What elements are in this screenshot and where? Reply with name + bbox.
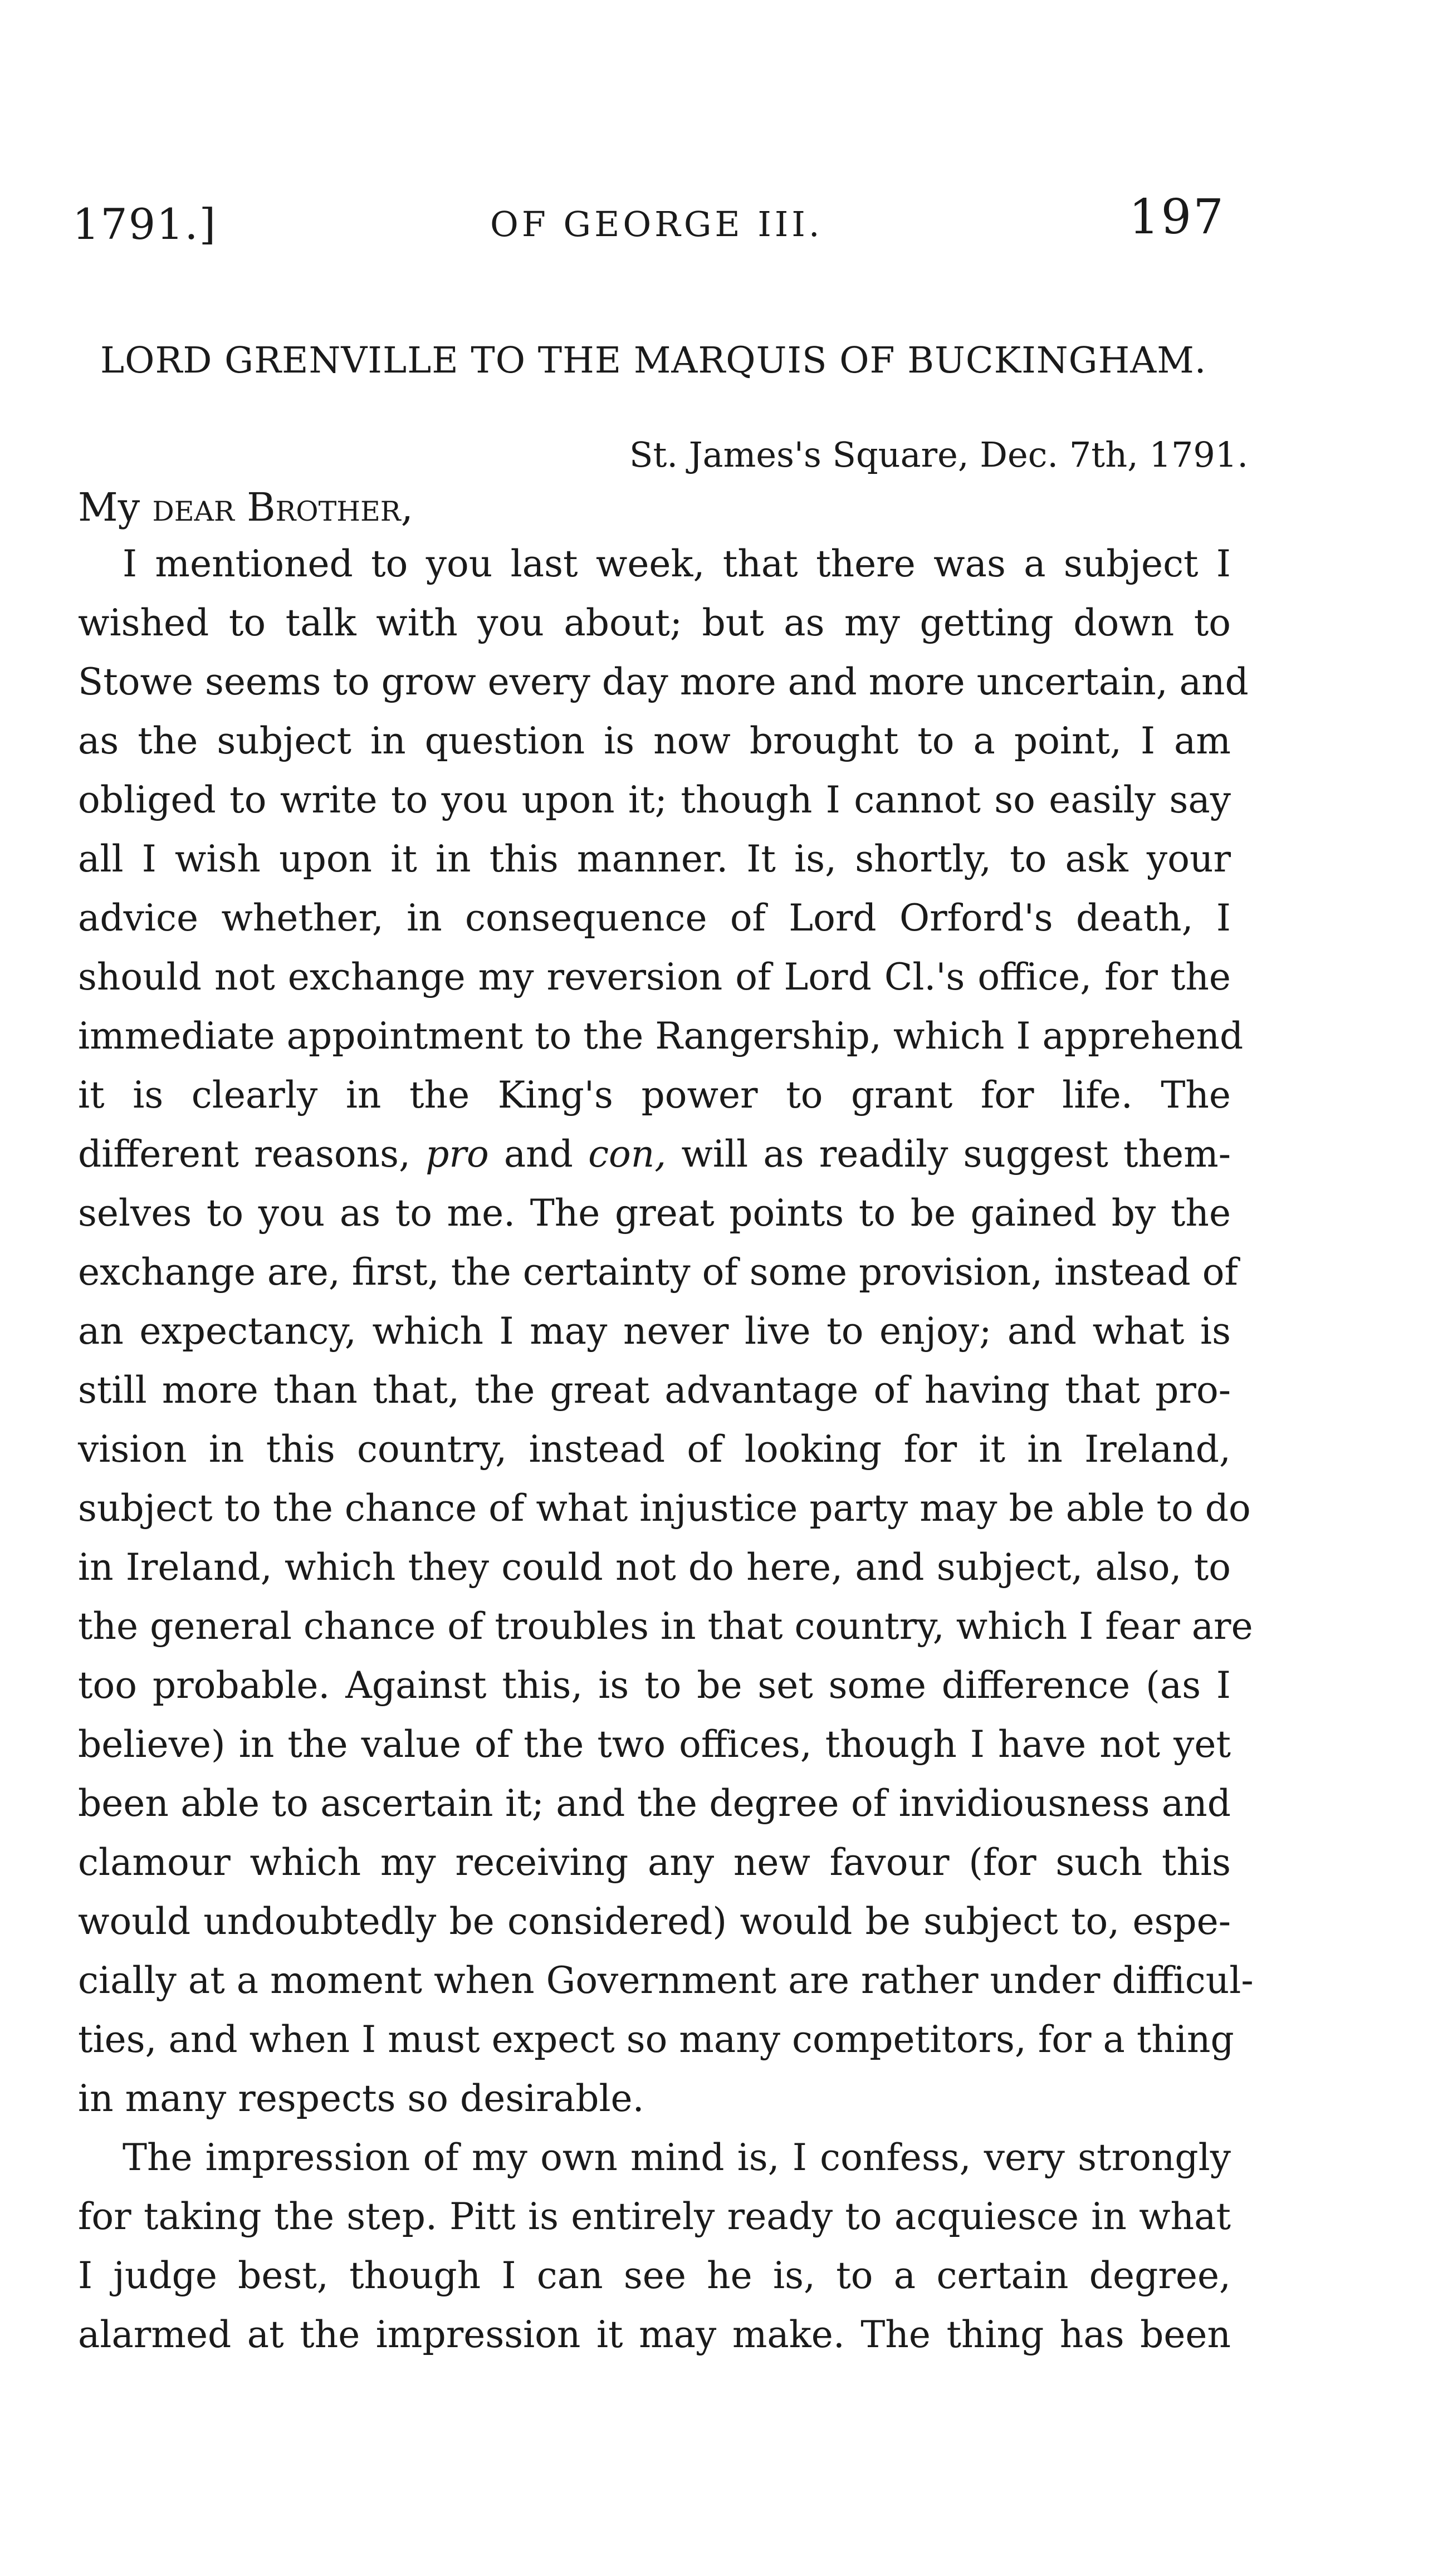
- letter-title: LORD GRENVILLE TO THE MARQUIS OF BUCKINGHAM.: [100, 340, 1207, 381]
- letter-dateline: St. James's Square, Dec. 7th, 1791.: [629, 434, 1249, 475]
- text-line: the general chance of troubles in that country, which I fear are: [78, 1605, 1253, 1648]
- text-line-pro-con: [78, 1125, 1231, 1184]
- text-line-paragraph-end: in many respects so desirable.: [78, 2077, 644, 2120]
- text-line: subject to the chance of what injustice party may be able to do: [78, 1487, 1251, 1530]
- text-line: The impression of my own mind is, I confess, very strongly: [123, 2136, 1231, 2179]
- text-line: vision in this country, instead of looking for it in Ireland,: [78, 1428, 1231, 1471]
- text-fragment: will as readily suggest them-: [666, 1133, 1231, 1176]
- salutation-rest: dear Brother,: [152, 484, 413, 530]
- text-line: clamour which my receiving any new favour (for such this: [78, 1841, 1231, 1884]
- text-line: selves to you as to me. The great points to be gained by the: [78, 1192, 1231, 1235]
- text-line: an expectancy, which I may never live to enjoy; and what is: [78, 1310, 1231, 1353]
- text-line: still more than that, the great advantage of having that pro-: [78, 1369, 1231, 1412]
- text-line: too probable. Against this, is to be set some difference (as I: [78, 1664, 1231, 1707]
- page-number: 197: [1128, 189, 1225, 245]
- text-line: obliged to write to you upon it; though I cannot so easily say: [78, 778, 1231, 821]
- text-line: I mentioned to you last week, that there was a subject I: [123, 542, 1231, 585]
- text-line: been able to ascertain it; and the degree of invidiousness and: [78, 1782, 1231, 1825]
- text-line: should not exchange my reversion of Lord Cl.'s office, for the: [78, 956, 1231, 998]
- text-line: wished to talk with you about; but as my getting down to: [78, 601, 1231, 644]
- text-line: advice whether, in consequence of Lord Orford's death, I: [78, 897, 1231, 939]
- text-line: all I wish upon it in this manner. It is, shortly, to ask your: [78, 838, 1231, 880]
- text-line: ties, and when I must expect so many competitors, for a thing: [78, 2018, 1234, 2061]
- text-line: believe) in the value of the two offices, though I have not yet: [78, 1723, 1231, 1766]
- text-line: as the subject in question is now brought to a point, I am: [78, 719, 1231, 762]
- text-line: cially at a moment when Government are rather under difficul-: [78, 1959, 1254, 2002]
- italic-con: con,: [588, 1133, 667, 1176]
- letter-salutation: [78, 484, 413, 530]
- text-line: I judge best, though I can see he is, to a certain degree,: [78, 2254, 1231, 2297]
- text-fragment: and: [488, 1133, 589, 1176]
- salutation-first-word: My: [78, 484, 140, 530]
- running-head: [72, 189, 1225, 256]
- text-line: it is clearly in the King's power to grant for life. The: [78, 1074, 1231, 1116]
- text-fragment: different reasons,: [78, 1133, 426, 1176]
- italic-pro: pro: [426, 1133, 489, 1176]
- running-head-title: OF GEORGE III.: [490, 204, 823, 244]
- text-line: alarmed at the impression it may make. The thing has been: [78, 2313, 1231, 2356]
- letter-body: [78, 535, 1254, 2364]
- text-line: immediate appointment to the Rangership, which I apprehend: [78, 1015, 1244, 1057]
- text-line: exchange are, first, the certainty of some provision, instead of: [78, 1251, 1238, 1294]
- text-line: Stowe seems to grow every day more and more uncertain, and: [78, 660, 1249, 703]
- running-head-year: 1791.]: [72, 199, 217, 249]
- text-line: in Ireland, which they could not do here, and subject, also, to: [78, 1546, 1231, 1589]
- text-line: for taking the step. Pitt is entirely ready to acquiesce in what: [78, 2195, 1231, 2238]
- text-line: would undoubtedly be considered) would be subject to, espe-: [78, 1900, 1231, 1943]
